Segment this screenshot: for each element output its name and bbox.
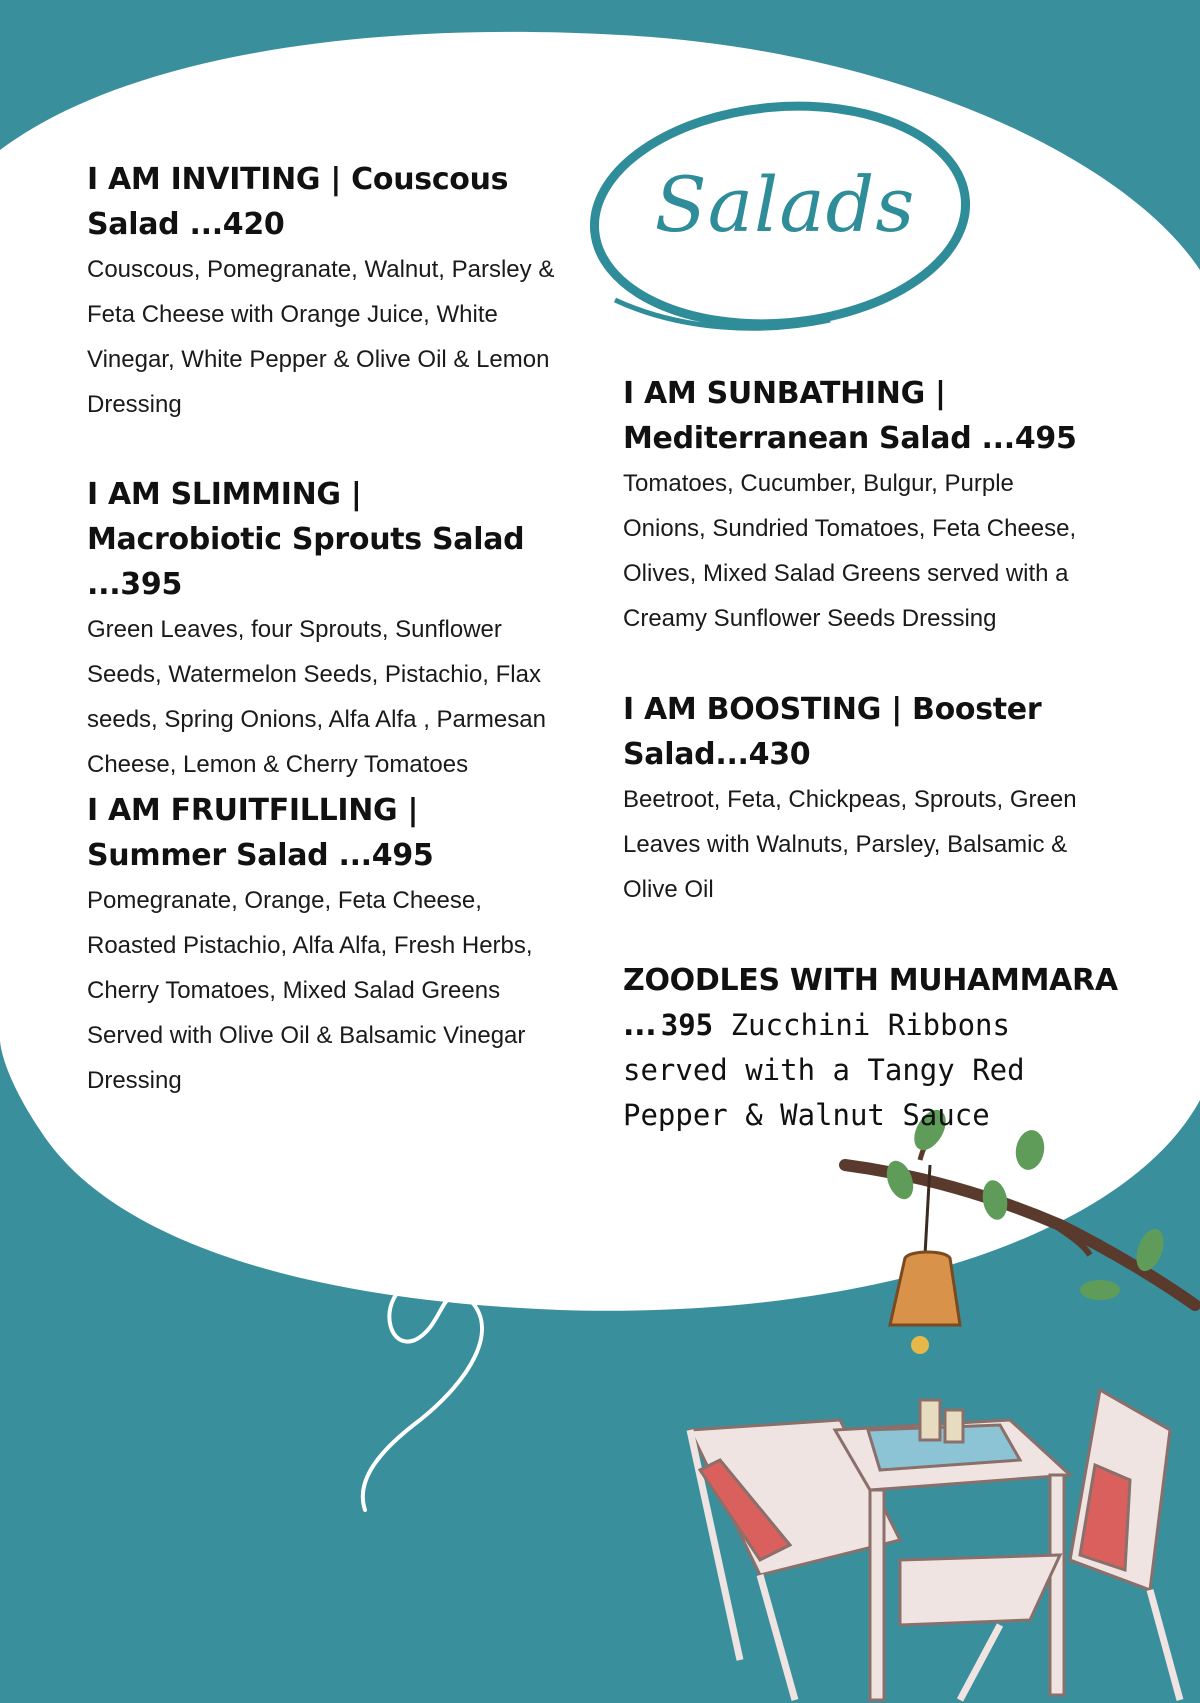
item-title: I AM FRUITFILLING | Summer Salad ...495 — [87, 793, 434, 873]
item-title: ZOODLES WITH MUHAMMARA ... — [623, 963, 1118, 1043]
item-description: Zucchini Ribbons served with a Tangy Red Pepper & Walnut Sauce — [623, 1008, 1025, 1132]
menu-item-inviting — [87, 157, 557, 427]
menu-item-fruitfilling — [87, 788, 557, 1103]
item-title: I AM BOOSTING | Booster Salad...430 — [623, 692, 1042, 772]
menu-item-slimming — [87, 472, 557, 787]
section-title: Salads — [654, 160, 916, 249]
menu-item-boosting — [623, 687, 1093, 912]
table-chairs-illustration — [690, 1390, 1180, 1700]
item-title: I AM INVITING | Couscous Salad ...420 — [87, 162, 509, 242]
item-description: Couscous, Pomegranate, Walnut, Parsley & Feta Cheese with Orange Juice, White Vinegar, White Pepper & Olive Oil & Lemon Dressing — [87, 256, 555, 418]
item-description: Beetroot, Feta, Chickpeas, Sprouts, Green Leaves with Walnuts, Parsley, Balsamic & Olive Oil — [623, 786, 1077, 903]
swirl-decoration — [363, 1290, 482, 1510]
item-title: I AM SLIMMING | Macrobiotic Sprouts Salad ...395 — [87, 477, 525, 602]
item-description: Green Leaves, four Sprouts, Sunflower Seeds, Watermelon Seeds, Pistachio, Flax seeds, Spring Onions, Alfa Alfa , Parmesan Cheese, Lemon & Cherry Tomatoes — [87, 616, 546, 778]
item-price: 395 — [660, 1008, 714, 1042]
item-title: I AM SUNBATHING | Mediterranean Salad ...495 — [623, 376, 1077, 456]
menu-item-zoodles — [623, 958, 1123, 1138]
item-description: Pomegranate, Orange, Feta Cheese, Roasted Pistachio, Alfa Alfa, Fresh Herbs, Cherry Tomatoes, Mixed Salad Greens Served with Olive Oil & Balsamic Vinegar Dressing — [87, 887, 533, 1094]
item-description: Tomatoes, Cucumber, Bulgur, Purple Onions, Sundried Tomatoes, Feta Cheese, Olives, Mixed Salad Greens served with a Creamy Sunflower Seeds Dressing — [623, 470, 1077, 632]
menu-item-sunbathing — [623, 371, 1093, 641]
